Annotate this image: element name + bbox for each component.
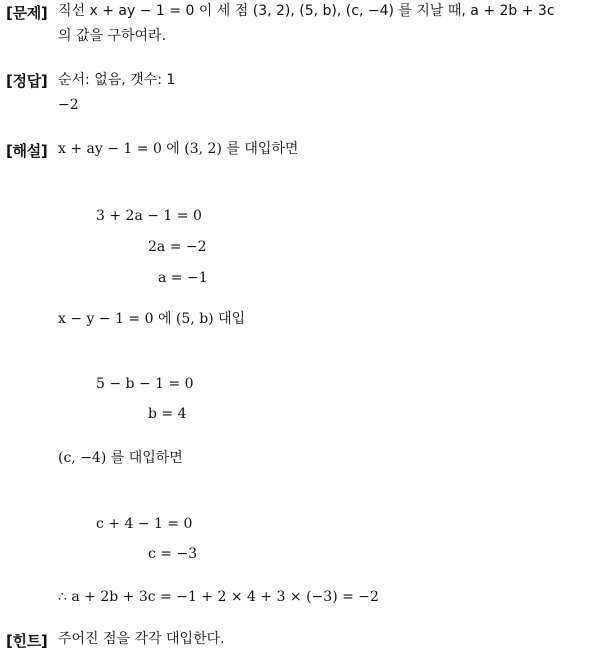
solution-equation-1b: 2a = −2 xyxy=(148,239,207,255)
problem-text-line1: 직선 x + ay − 1 = 0 이 세 점 (3, 2), (5, b), (c, −4) 를 지날 때, a + 2b + 3c xyxy=(58,3,555,19)
solution-conclusion: ∴ a + 2b + 3c = −1 + 2 × 4 + 3 × (−3) = −2 xyxy=(58,589,379,605)
answer-label: [정답] xyxy=(6,72,48,90)
solution-equation-3a: c + 4 − 1 = 0 xyxy=(96,516,193,532)
solution-intro-1: x + ay − 1 = 0 에 (3, 2) 를 대입하면 xyxy=(58,141,299,157)
solution-label: [해설] xyxy=(6,142,48,160)
answer-order-count: 순서: 없음, 갯수: 1 xyxy=(58,72,176,88)
answer-value: −2 xyxy=(58,97,79,113)
solution-equation-1a: 3 + 2a − 1 = 0 xyxy=(96,208,202,224)
problem-label: [문제] xyxy=(6,4,48,22)
solution-equation-3b: c = −3 xyxy=(148,546,198,562)
problem-text-line2: 의 값을 구하여라. xyxy=(58,28,167,44)
solution-intro-2: x − y − 1 = 0 에 (5, b) 대입 xyxy=(58,311,246,327)
hint-text: 주어진 점을 각각 대입한다. xyxy=(58,631,225,647)
solution-intro-3: (c, −4) 를 대입하면 xyxy=(58,450,183,466)
solution-equation-2a: 5 − b − 1 = 0 xyxy=(96,376,194,392)
hint-label: [힌트] xyxy=(6,632,48,650)
solution-equation-2b: b = 4 xyxy=(148,406,187,422)
solution-equation-1c: a = −1 xyxy=(158,270,208,286)
